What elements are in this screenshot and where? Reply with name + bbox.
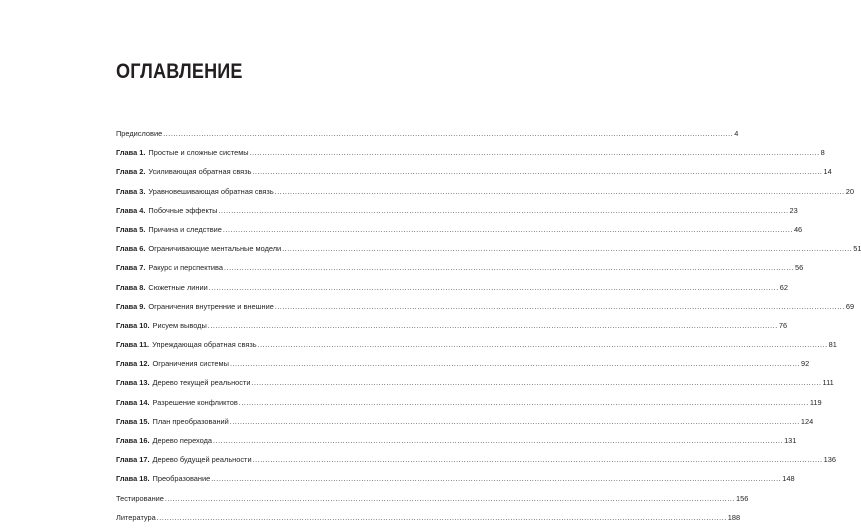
- dot-leader: [218, 202, 788, 221]
- toc-entry-chapter: Глава 15.: [116, 416, 150, 426]
- toc-entry-chapter: Глава 5.: [116, 224, 146, 234]
- dot-leader: [223, 221, 793, 240]
- toc-entry-chapter: Глава 12.: [116, 359, 150, 369]
- toc-entry-page-number: 156: [735, 493, 749, 503]
- toc-entry-chapter: Глава 1.: [116, 148, 146, 158]
- toc-entry-page-number: 92: [801, 359, 810, 369]
- toc-entry-title: Дерево перехода: [152, 436, 213, 445]
- dot-leader: [230, 413, 800, 432]
- toc-entry-chapter: Глава 4.: [116, 205, 146, 215]
- toc-entry-chapter: Глава 6.: [116, 244, 146, 254]
- toc-entry-chapter: Глава 2.: [116, 167, 146, 177]
- dot-leader: [224, 259, 794, 278]
- dot-leader: [239, 394, 809, 413]
- dot-leader: [230, 355, 800, 374]
- toc-entry: [116, 412, 814, 431]
- toc-entry: [116, 182, 854, 201]
- toc-entry-chapter: Глава 17.: [116, 455, 150, 465]
- toc-entry-page-number: 4: [734, 129, 739, 138]
- dot-leader: [282, 240, 852, 259]
- toc-entry-page-number: 56: [795, 263, 804, 273]
- dot-leader: [163, 125, 733, 144]
- toc-entry-page-number: 148: [782, 474, 795, 484]
- toc-entry: [116, 143, 825, 162]
- dot-leader: [275, 298, 845, 317]
- toc-entry-chapter: Глава 9.: [116, 301, 146, 311]
- toc-entry-title: Усиливающая обратная связь: [148, 167, 252, 177]
- dot-leader: [165, 490, 735, 509]
- dot-leader: [213, 432, 783, 451]
- toc-entry-page-number: 124: [800, 416, 814, 426]
- toc-entry: [116, 239, 861, 258]
- toc-entry: [116, 220, 803, 239]
- toc-entry-title: Ограничения внутренние и внешние: [148, 301, 274, 311]
- toc-entry-title: Сюжетные линии: [148, 282, 208, 292]
- toc-entry: [116, 201, 798, 220]
- toc-entry-chapter: Глава 8.: [116, 282, 146, 292]
- toc-entry-page-number: 8: [820, 148, 825, 158]
- toc-list: [116, 124, 861, 527]
- dot-leader: [157, 509, 727, 528]
- toc-entry-page-number: 131: [784, 436, 797, 445]
- toc-entry-page-number: 69: [845, 301, 855, 311]
- toc-entry: [116, 469, 795, 488]
- toc-entry-page-number: 136: [823, 455, 836, 465]
- toc-entry-page-number: 20: [845, 186, 854, 196]
- toc-entry-page-number: 23: [789, 205, 798, 215]
- toc-entry-page-number: 14: [823, 167, 832, 177]
- toc-entry-title: Простые и сложные системы: [148, 148, 249, 158]
- toc-entry: [116, 431, 797, 450]
- toc-entry-chapter: Глава 10.: [116, 320, 150, 330]
- dot-leader: [208, 317, 778, 336]
- toc-entry-page-number: 188: [727, 512, 741, 522]
- dot-leader: [275, 183, 845, 202]
- toc-entry-page-number: 119: [809, 397, 822, 407]
- toc-entry: [116, 335, 837, 354]
- toc-entry: [116, 278, 789, 297]
- toc-entry-title: Литература: [116, 512, 156, 522]
- toc-entry-title: Дерево текущей реальности: [152, 378, 251, 388]
- dot-leader: [209, 279, 779, 298]
- dot-leader: [250, 144, 820, 163]
- toc-title: ОГЛАВЛЕНИЕ: [116, 60, 243, 83]
- toc-entry: [116, 508, 741, 527]
- toc-entry-title: Предисловие: [116, 129, 163, 138]
- toc-entry-page-number: 111: [822, 378, 834, 388]
- toc-entry-title: Причина и следствие: [148, 224, 222, 234]
- dot-leader: [251, 374, 821, 393]
- toc-entry: [116, 297, 855, 316]
- toc-entry-page-number: 76: [778, 320, 788, 330]
- toc-entry: [116, 258, 804, 277]
- toc-entry-title: Ограничения системы: [152, 359, 229, 369]
- toc-entry-title: Ограничивающие ментальные модели: [148, 244, 282, 254]
- toc-entry: [116, 354, 810, 373]
- toc-entry-chapter: Глава 14.: [116, 397, 150, 407]
- toc-entry: [116, 393, 822, 412]
- toc-entry-title: Ракурс и перспектива: [148, 263, 223, 273]
- toc-entry-title: Упреждающая обратная связь: [152, 340, 257, 350]
- toc-entry-page-number: 51: [853, 244, 861, 254]
- toc-entry-title: Тестирование: [116, 493, 164, 503]
- toc-entry: [116, 489, 749, 508]
- toc-entry: [116, 162, 832, 181]
- toc-entry-title: Уравновешивающая обратная связь: [148, 186, 274, 196]
- dot-leader: [252, 163, 822, 182]
- toc-entry-page-number: 46: [793, 224, 803, 234]
- toc-entry-title: Рисуем выводы: [152, 320, 207, 330]
- dot-leader: [211, 470, 781, 489]
- toc-entry-title: Побочные эффекты: [148, 205, 218, 215]
- toc-entry-title: Разрешение конфликтов: [152, 397, 238, 407]
- toc-entry-chapter: Глава 3.: [116, 186, 146, 196]
- toc-entry: [116, 450, 836, 469]
- toc-entry-chapter: Глава 16.: [116, 436, 150, 445]
- toc-entry-chapter: Глава 7.: [116, 263, 146, 273]
- toc-entry-title: Преобразование: [152, 474, 211, 484]
- toc-entry-chapter: Глава 13.: [116, 378, 150, 388]
- toc-entry-page-number: 62: [779, 282, 789, 292]
- toc-entry-page-number: 81: [828, 340, 837, 350]
- dot-leader: [258, 336, 828, 355]
- toc-entry-title: План преобразований: [152, 416, 229, 426]
- toc-entry: [116, 373, 834, 392]
- dot-leader: [253, 451, 823, 470]
- toc-entry-chapter: Глава 18.: [116, 474, 150, 484]
- toc-entry: [116, 316, 788, 335]
- toc-entry-title: Дерево будущей реальности: [152, 455, 252, 465]
- toc-entry-chapter: Глава 11.: [116, 340, 150, 350]
- toc-entry: [116, 124, 739, 143]
